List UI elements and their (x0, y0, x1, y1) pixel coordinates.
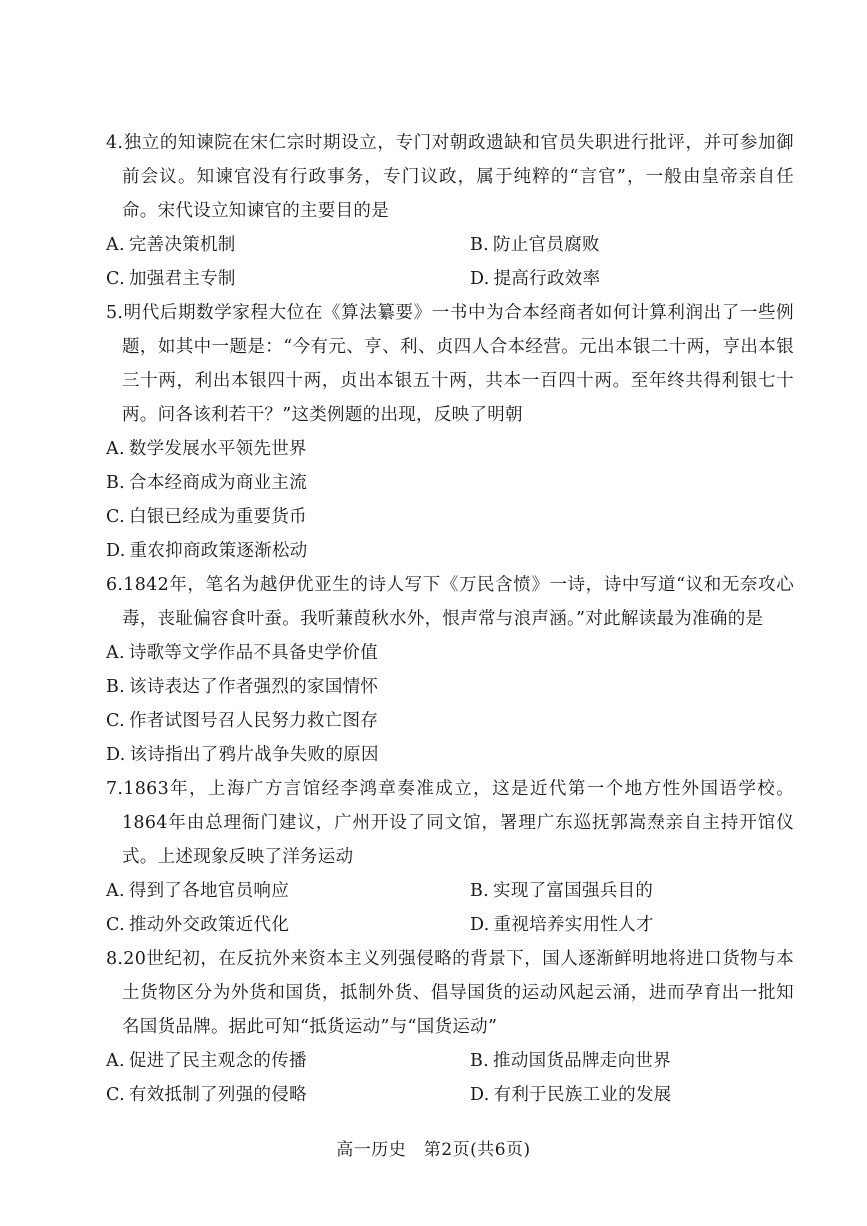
option-key: D. (470, 269, 490, 289)
option-key: B. (106, 677, 126, 697)
question-5-options (106, 432, 794, 568)
option[interactable] (106, 636, 794, 670)
option-key: C. (106, 507, 125, 527)
option-key: D. (106, 745, 126, 765)
option-text: 加强君主专制 (128, 269, 236, 289)
option-text: 该诗表达了作者强烈的家国情怀 (129, 677, 379, 697)
question-5 (106, 296, 794, 568)
option-text: 实现了富国强兵目的 (493, 881, 654, 901)
option-key: A. (106, 1051, 125, 1071)
option[interactable] (106, 466, 794, 500)
question-6-options (106, 636, 794, 772)
option[interactable] (106, 500, 794, 534)
option[interactable] (106, 1078, 470, 1112)
question-6-stem: 6.1842年，笔名为越伊优亚生的诗人写下《万民含愤》一诗，诗中写道“议和无奈攻心毒，丧耻偏容食叶蚕。我听蒹葭秋水外，恨声常与浪声涵。”对此解读最为准确的是 (106, 575, 794, 629)
option-text: 有利于民族工业的发展 (493, 1085, 672, 1105)
question-7 (106, 772, 794, 942)
option-key: A. (106, 439, 125, 459)
question-4-options (106, 228, 794, 296)
option[interactable] (106, 534, 794, 568)
option-key: B. (106, 473, 126, 493)
option-text: 重视培养实用性人才 (493, 915, 654, 935)
question-list (106, 126, 794, 1112)
option-text: 提高行政效率 (493, 269, 601, 289)
option[interactable] (470, 1078, 794, 1112)
option[interactable] (106, 908, 470, 942)
page-footer: 高一历史 第2页(共6页) (336, 1140, 531, 1160)
question-4-stem: 4.独立的知谏院在宋仁宗时期设立，专门对朝政遗缺和官员失职进行批评，并可参加御前会议。知谏官没有行政事务，专门议政，属于纯粹的“言官”，一般由皇帝亲自任命。宋代设立知谏官的主要目的是 (106, 133, 794, 221)
option-text: 作者试图号召人民努力救亡图存 (128, 711, 379, 731)
option-key: D. (470, 915, 490, 935)
option[interactable] (106, 1044, 470, 1078)
question-8 (106, 942, 794, 1112)
option-key: A. (106, 881, 125, 901)
question-8-options (106, 1044, 794, 1112)
question-6 (106, 568, 794, 772)
question-4 (106, 126, 794, 296)
option-text: 诗歌等文学作品不具备史学价值 (128, 643, 379, 663)
option-key: C. (106, 915, 125, 935)
question-7-stem: 7.1863年，上海广方言馆经李鸿章奏准成立，这是近代第一个地方性外国语学校。1864年由总理衙门建议，广州开设了同文馆，署理广东巡抚郭嵩焘亲自主持开馆仪式。上述现象反映了洋务运动 (106, 779, 794, 867)
question-7-options (106, 874, 794, 942)
option-text: 合本经商成为商业主流 (129, 473, 308, 493)
option-text: 得到了各地官员响应 (128, 881, 290, 901)
option-text: 推动外交政策近代化 (128, 915, 290, 935)
option-text: 有效抵制了列强的侵略 (128, 1085, 307, 1105)
option[interactable] (106, 228, 470, 262)
option[interactable] (470, 908, 794, 942)
option-text: 推动国货品牌走向世界 (493, 1051, 672, 1071)
option-key: C. (106, 269, 125, 289)
option[interactable] (106, 262, 470, 296)
option-key: A. (106, 643, 125, 663)
option[interactable] (470, 1044, 794, 1078)
option-key: B. (470, 1051, 490, 1071)
option-key: C. (106, 711, 125, 731)
option[interactable] (106, 738, 794, 772)
option-key: D. (106, 541, 126, 561)
option-key: D. (470, 1085, 490, 1105)
option-text: 防止官员腐败 (493, 235, 600, 255)
option-text: 数学发展水平领先世界 (128, 439, 307, 459)
question-5-stem: 5.明代后期数学家程大位在《算法纂要》一书中为合本经商者如何计算利润出了一些例题，如其中一题是：“今有元、亨、利、贞四人合本经营。元出本银二十两，亨出本银三十两，利出本银四十两，贞出本银五十两，共本一百四十两。至年终共得利银七十两。问各该利若干？”这类例题的出现，反映了明朝 (106, 303, 794, 425)
option[interactable] (106, 704, 794, 738)
option-text: 白银已经成为重要货币 (128, 507, 307, 527)
option[interactable] (470, 874, 794, 908)
option-key: C. (106, 1085, 125, 1105)
option-key: B. (470, 235, 490, 255)
option-text: 促进了民主观念的传播 (128, 1051, 307, 1071)
option-key: A. (106, 235, 125, 255)
question-8-stem: 8.20世纪初，在反抗外来资本主义列强侵略的背景下，国人逐渐鲜明地将进口货物与本土货物区分为外货和国货，抵制外货、倡导国货的运动风起云涌，进而孕育出一批知名国货品牌。据此可知“抵货运动”与“国货运动” (106, 949, 794, 1037)
option-text: 重农抑商政策逐渐松动 (129, 541, 308, 561)
option[interactable] (470, 262, 794, 296)
option-text: 完善决策机制 (128, 235, 236, 255)
option[interactable] (470, 228, 794, 262)
option-text: 该诗指出了鸦片战争失败的原因 (129, 745, 379, 765)
option[interactable] (106, 432, 794, 466)
option[interactable] (106, 670, 794, 704)
option[interactable] (106, 874, 470, 908)
option-key: B. (470, 881, 490, 901)
